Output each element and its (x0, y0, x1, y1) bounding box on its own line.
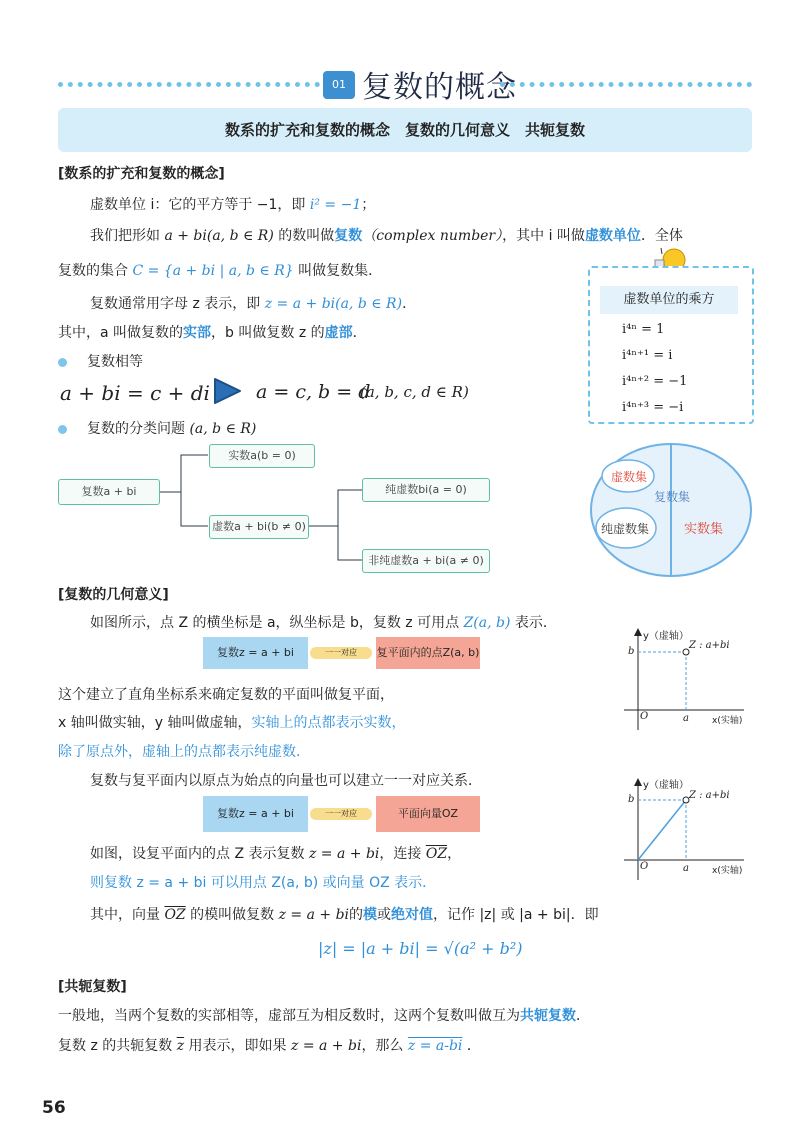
correspondence-complex: 复数z = a + bi (203, 637, 308, 669)
paragraph-complex-set: 复数的集合 C = {a + bi | a, b ∈ R} 叫做复数集． (58, 263, 383, 279)
graph1-x-label: x(实轴) (712, 716, 743, 726)
number-set-diagram (588, 440, 754, 580)
correspondence-complex-2: 复数z = a + bi (203, 796, 308, 832)
power-line: i⁴ⁿ = 1 (622, 322, 665, 337)
venn-real-label: 实数集 (684, 522, 724, 537)
paragraph-point-z: 如图所示，点 Z 的横坐标是 a，纵坐标是 b，复数 z 可用点 Z(a, b) 表示． (90, 615, 557, 631)
correspondence-arrow-2: 一一对应 (310, 808, 372, 820)
paragraph-complex-plane: 这个建立了直角坐标系来确定复数的平面叫做复平面， (58, 687, 394, 703)
node-non-pure-imaginary: 非纯虚数a + bi(a ≠ 0) (362, 549, 490, 573)
graph2-point-label: Z : a+bi (689, 790, 730, 801)
graph1-y-label: y（虚轴） (643, 631, 689, 642)
bullet-complex-equality: 复数相等 (58, 351, 143, 371)
node-imaginary: 虚数a + bi(b ≠ 0) (209, 515, 309, 539)
graph1-point-label: Z : a+bi (689, 640, 730, 651)
paragraph-pure-imaginary-axis: 除了原点外，虚轴上的点都表示纯虚数． (58, 744, 310, 760)
power-line: i⁴ⁿ⁺¹ = i (622, 348, 673, 363)
graph2-b-label: b (628, 794, 635, 805)
power-line: i⁴ⁿ⁺³ = −i (622, 400, 684, 415)
paragraph-complex-definition: 我们把形如 a + bi(a, b ∈ R) 的数叫做复数（complex number），其中 i 叫做虚数单位．全体 (90, 228, 683, 244)
chapter-badge: 01 (323, 71, 355, 99)
node-real: 实数a(b = 0) (209, 444, 315, 468)
bullet-classification: 复数的分类问题 (a, b ∈ R) (58, 418, 256, 438)
graph1-a-label: a (683, 713, 689, 724)
graph2-origin-label: O (640, 861, 649, 872)
graph1-b-label: b (628, 646, 635, 657)
chapter-title: 复数的概念 (362, 70, 517, 105)
paragraph-conjugate-notation: 复数 z 的共轭复数 $\overline{z}$ 用表示，即如果 z = a + bi，那么 z = a-bi ． (58, 1038, 481, 1054)
venn-complex-label: 复数集 (654, 490, 691, 504)
venn-imaginary-label: 虚数集 (611, 470, 648, 484)
section-heading-conjugate: [共轭复数] (58, 979, 127, 995)
graph2-x-label: x(实轴) (712, 866, 743, 876)
paragraph-vector-correspondence: 复数与复平面内以原点为始点的向量也可以建立一一对应关系． (90, 773, 482, 789)
section-heading-geometry: [复数的几何意义] (58, 587, 169, 603)
paragraph-real-imag-parts: 其中，a 叫做复数的实部，b 叫做复数 z 的虚部． (58, 325, 367, 341)
paragraph-represent: 则复数 z = a + bi 可以用点 Z(a, b) 或向量 OZ 表示． (90, 875, 437, 891)
correspondence-arrow: 一一对应 (310, 647, 372, 659)
graph1-origin-label: O (640, 711, 649, 722)
equality-left: a + bi = c + di (60, 381, 210, 405)
correspondence-point: 复平面内的点Z(a, b) (376, 637, 480, 669)
equality-condition: (a, b, c, d ∈ R) (360, 383, 469, 401)
paragraph-vector-oz: 如图，设复平面内的点 Z 表示复数 z = a + bi，连接 $\overline{OZ}$， (90, 846, 462, 862)
equality-right: a = c, b = d (256, 381, 371, 403)
modulus-formula: |z| = |a + bi| = √(a² + b²) (318, 939, 523, 958)
node-complex: 复数a + bi (58, 479, 160, 505)
page-number: 56 (42, 1098, 66, 1118)
section-heading-concept: [数系的扩充和复数的概念] (58, 166, 225, 182)
paragraph-modulus: 其中，向量 $\overline{OZ}$ 的模叫做复数 z = a + bi的模或绝对值，记作 |z| 或 |a + bi|．即 (90, 907, 599, 923)
correspondence-vector: 平面向量OZ (376, 796, 480, 832)
venn-pure-label: 纯虚数集 (601, 522, 650, 536)
powers-of-i-box (588, 266, 754, 424)
paragraph-axes: x 轴叫做实轴，y 轴叫做虚轴，实轴上的点都表示实数， (58, 715, 406, 731)
node-pure-imaginary: 纯虚数bi(a = 0) (362, 478, 490, 502)
power-line: i⁴ⁿ⁺² = −1 (622, 374, 688, 389)
paragraph-conjugate-def: 一般地，当两个复数的实部相等，虚部互为相反数时，这两个复数叫做互为共轭复数． (58, 1008, 590, 1024)
topic-banner: 数系的扩充和复数的概念 复数的几何意义 共轭复数 (58, 108, 752, 152)
graph2-a-label: a (683, 863, 689, 874)
graph2-y-label: y（虚轴） (643, 780, 689, 791)
powers-heading: 虚数单位的乘方 (600, 286, 738, 314)
paragraph-letter-z: 复数通常用字母 z 表示，即 z = a + bi(a, b ∈ R)． (90, 296, 417, 312)
paragraph-imaginary-unit: 虚数单位 i：它的平方等于 −1，即 i² = −1； (90, 197, 376, 213)
